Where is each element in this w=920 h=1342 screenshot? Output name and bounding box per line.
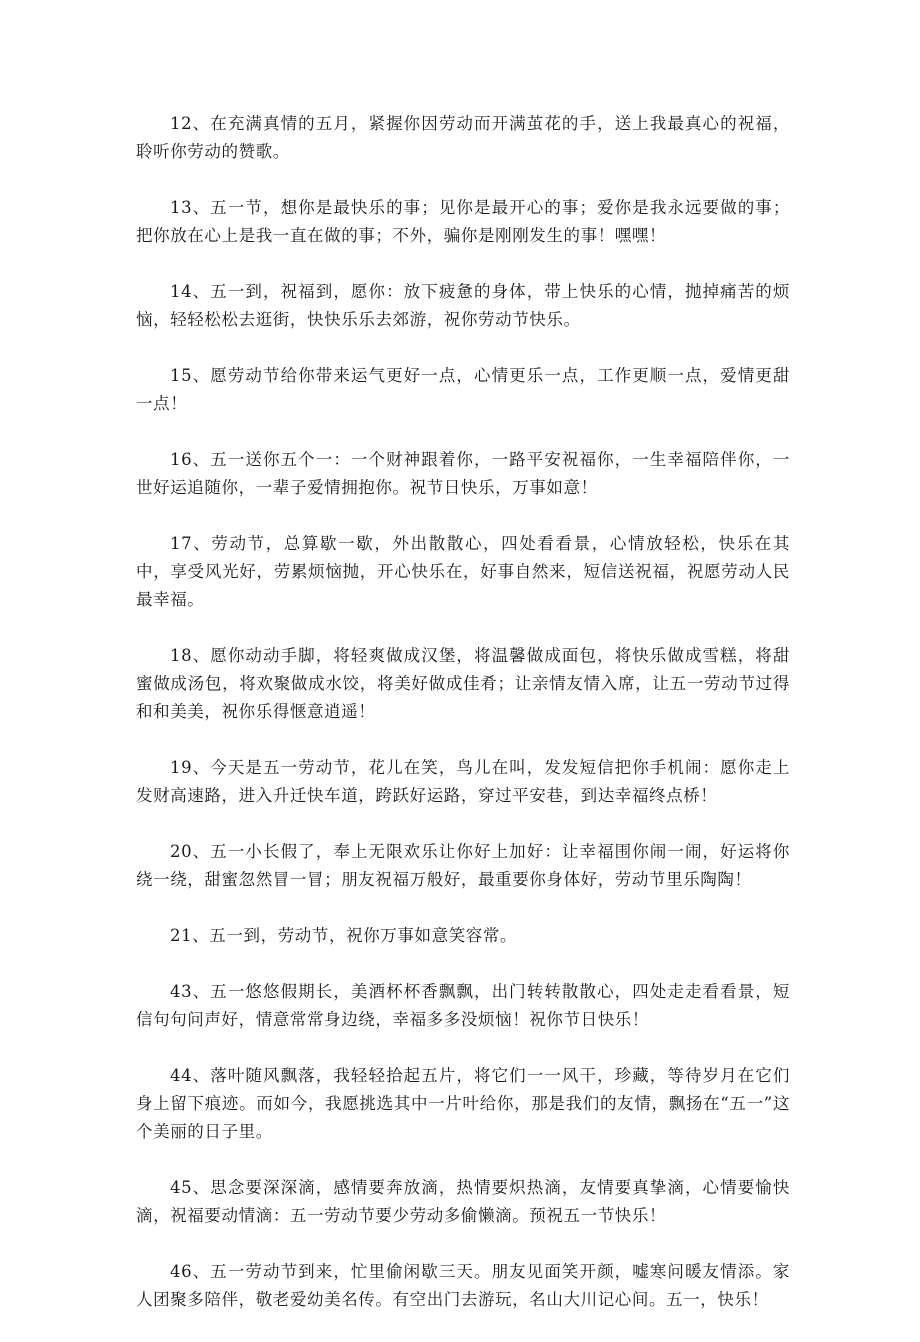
paragraph-21: 21、五一到，劳动节，祝你万事如意笑容常。: [170, 926, 518, 945]
paragraph-17: 17、劳动节，总算歇一歇，外出散散心，四处看看景，心情放轻松，快乐在其中，享受风光好，劳累烦恼抛，开心快乐在，好事自然来，短信送祝福，祝愿劳动人民最幸福。: [136, 534, 790, 609]
paragraph-46: 46、五一劳动节到来，忙里偷闲歇三天。朋友见面笑开颜，嘘寒问暖友情添。家人团聚多陪伴，敬老爱幼美名传。有空出门去游玩，名山大川记心间。五一，快乐！: [136, 1262, 790, 1309]
paragraph-13: 13、五一节，想你是最快乐的事；见你是最开心的事；爱你是我永远要做的事；把你放在心上是我一直在做的事；不外，骗你是刚刚发生的事！嘿嘿！: [136, 198, 790, 245]
paragraph-16: 16、五一送你五个一：一个财神跟着你，一路平安祝福你，一生幸福陪伴你，一世好运追随你，一辈子爱情拥抱你。祝节日快乐，万事如意！: [136, 450, 790, 497]
paragraph-20: 20、五一小长假了，奉上无限欢乐让你好上加好：让幸福围你闹一闹，好运将你绕一绕，甜蜜忽然冒一冒；朋友祝福万般好，最重要你身体好，劳动节里乐陶陶！: [136, 842, 790, 889]
paragraph-15: 15、愿劳动节给你带来运气更好一点，心情更乐一点，工作更顺一点，爱情更甜一点！: [136, 366, 790, 413]
paragraph-18: 18、愿你动动手脚，将轻爽做成汉堡，将温馨做成面包，将快乐做成雪糕，将甜蜜做成汤包，将欢聚做成水饺，将美好做成佳肴；让亲情友情入席，让五一劳动节过得和和美美，祝你乐得惬意逍遥！: [136, 646, 790, 721]
paragraph-19: 19、今天是五一劳动节，花儿在笑，鸟儿在叫，发发短信把你手机闹：愿你走上发财高速路，进入升迁快车道，跨跃好运路，穿过平安巷，到达幸福终点桥！: [136, 758, 790, 805]
paragraph-43: 43、五一悠悠假期长，美酒杯杯香飘飘，出门转转散散心，四处走走看看景，短信句句问声好，情意常常身边绕，幸福多多没烦恼！祝你节日快乐！: [136, 982, 790, 1029]
paragraph-45: 45、思念要深深滴，感情要奔放滴，热情要炽热滴，友情要真挚滴，心情要愉快滴，祝福要动情滴：五一劳动节要少劳动多偷懒滴。预祝五一节快乐！: [136, 1178, 790, 1225]
paragraph-12: 12、在充满真情的五月，紧握你因劳动而开满茧花的手，送上我最真心的祝福，聆听你劳动的赞歌。: [136, 114, 790, 161]
paragraph-14: 14、五一到，祝福到，愿你：放下疲惫的身体，带上快乐的心情，抛掉痛苦的烦恼，轻轻松松去逛街，快快乐乐去郊游，祝你劳动节快乐。: [136, 282, 790, 329]
document-body: [136, 110, 790, 1342]
paragraph-44: 44、落叶随风飘落，我轻轻拾起五片，将它们一一风干，珍藏，等待岁月在它们身上留下痕迹。而如今，我愿挑选其中一片叶给你，那是我们的友情，飘扬在“五一”这个美丽的日子里。: [136, 1066, 790, 1141]
